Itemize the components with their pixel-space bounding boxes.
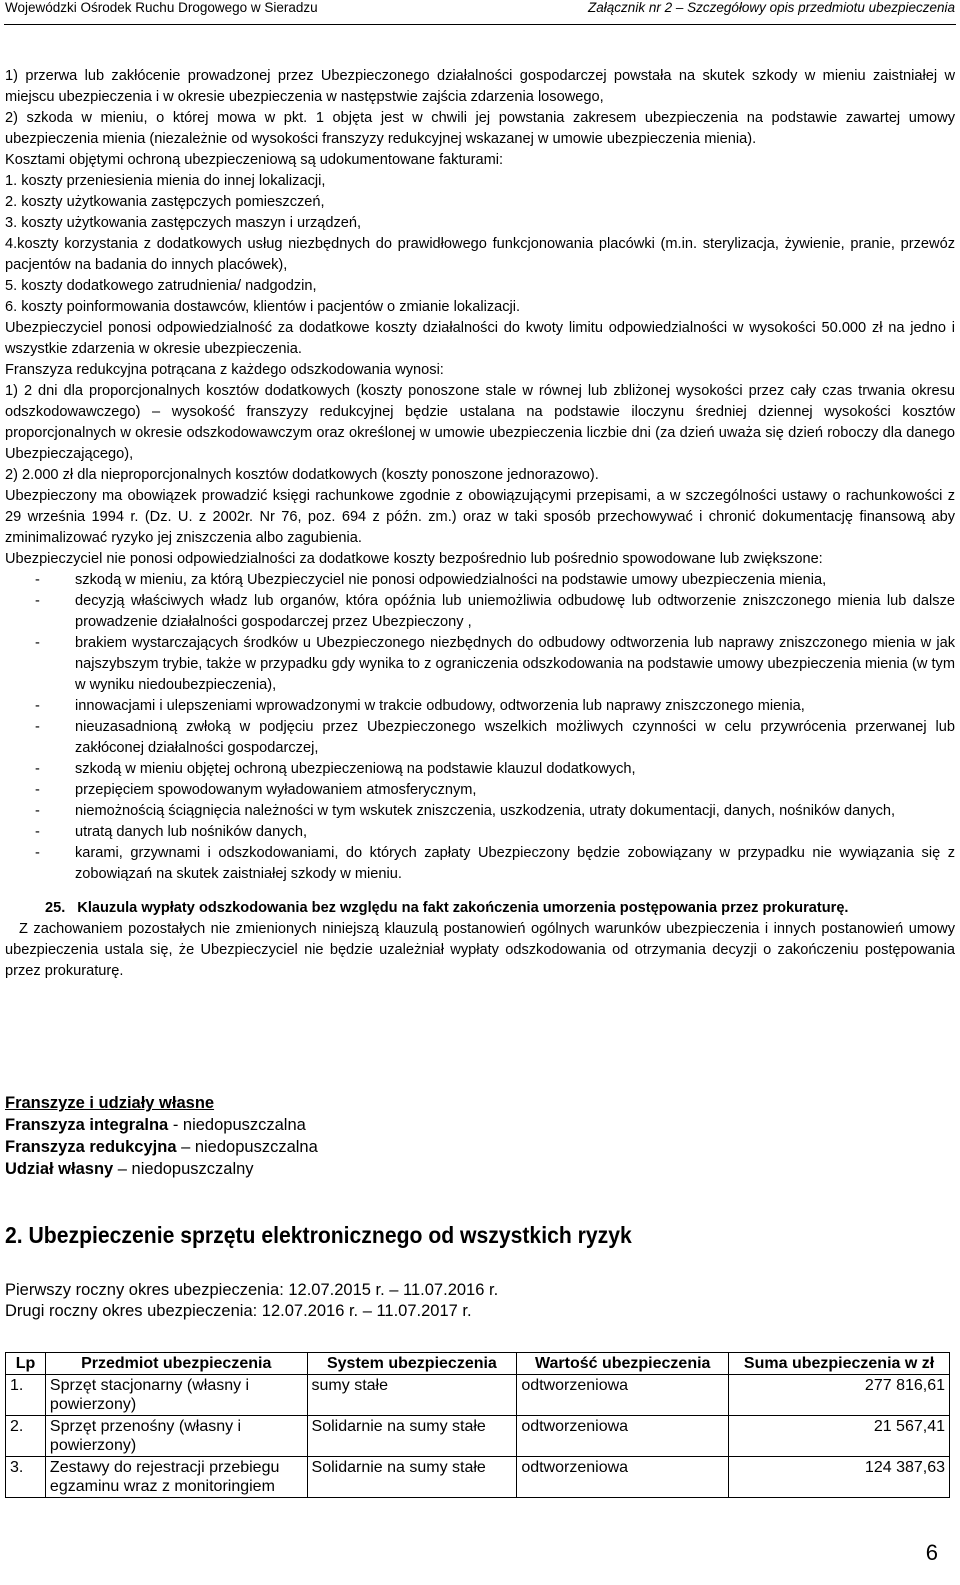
franchise-integral-label: Franszyza integralna [5, 1116, 169, 1134]
dash-marker: - [35, 593, 40, 609]
clause-25-heading: Klauzula wypłaty odszkodowania bez względu na fakt zakończenia umorzenia postępowania przez prokuraturę. [77, 900, 849, 916]
dash-marker: - [35, 803, 40, 819]
costs-intro: Kosztami objętymi ochroną ubezpieczeniową są udokumentowane fakturami: [5, 152, 504, 168]
paragraph-condition-2: 2) szkoda w mieniu, o której mowa w pkt. 1 objęta jest w chwili jej powstania zakresem ubezpieczenia na podstawie zawartej umowy ubezpieczenia mienia (niezależnie od wysokości franszyzy redukcyjnej wskazanej w umowie ubezpieczenia mienia). [5, 110, 955, 147]
own-share-label: Udział własny [5, 1160, 114, 1178]
list-item [5, 717, 955, 759]
list-item [5, 780, 955, 801]
period-first: Pierwszy roczny okres ubezpieczenia: 12.07.2015 r. – 11.07.2016 r. [5, 1281, 499, 1299]
insurance-table [5, 1352, 950, 1498]
document-body [5, 66, 955, 982]
paragraph-condition-1: 1) przerwa lub zakłócenie prowadzonej przez Ubezpieczonego działalności gospodarczej powstała na skutek szkody w mieniu zaistniałej w miejscu ubezpieczenia i w okresie ubezpieczenia w następstwie zajścia zdarzenia losowego, [5, 68, 955, 105]
column-header: Przedmiot ubezpieczenia [45, 1353, 307, 1375]
list-item [5, 570, 955, 591]
exclusions-list [5, 570, 955, 885]
franchise-section [5, 1092, 705, 1180]
cell-value: odtworzeniowa [517, 1375, 729, 1416]
header-divider [4, 24, 956, 25]
cell-value: odtworzeniowa [517, 1457, 729, 1498]
exclusion-text: szkodą w mieniu, za którą Ubezpieczyciel nie ponosi odpowiedzialności na podstawie umowy ubezpieczenia mienia, [75, 572, 827, 588]
page-number: 6 [925, 1540, 938, 1565]
clause-25 [5, 898, 955, 982]
cost-item: 6. koszty poinformowania dostawców, klientów i pacjentów o zmianie lokalizacji. [5, 299, 521, 315]
insurance-periods [5, 1280, 498, 1322]
franchise-heading: Franszyze i udziały własne [5, 1094, 215, 1112]
exclusion-text: innowacjami i ulepszeniami wprowadzonymi w trakcie odbudowy, odtworzenia lub naprawy zniszczonego mienia, [75, 698, 805, 714]
cell-sum: 277 816,61 [729, 1375, 950, 1416]
deductible-item: 1) 2 dni dla proporcjonalnych kosztów dodatkowych (koszty ponoszone stale w równej lub zbliżonej wysokości przez cały czas trwania okresu odszkodowawczego) – wysokość franszyzy redukcyjnej będzie ustalana na podstawie iloczynu średniej dziennej wysokości kosztów proporcjonalnych w okresie odszkodowawczym oraz określonej w umowie ubezpieczenia liczbie dni (za dzień uważa się dzień roboczy dla danego Ubezpieczającego), [5, 383, 955, 462]
exclusion-text: decyzją właściwych władz lub organów, która opóźnia lub uniemożliwia odbudowę lub odtworzenie zniszczonego mienia lub dalsze prowadzenie działalności gospodarczej przez Ubezpieczony , [75, 593, 955, 630]
cell-sum: 21 567,41 [729, 1416, 950, 1457]
cell-item: Sprzęt stacjonarny (własny i powierzony) [45, 1375, 307, 1416]
deductible-item: 2) 2.000 zł dla nieproporcjonalnych kosztów dodatkowych (koszty ponoszone jednorazowo). [5, 467, 599, 483]
dash-marker: - [35, 782, 40, 798]
list-item [5, 759, 955, 780]
table-header-row [6, 1353, 950, 1375]
exclusion-text: utratą danych lub nośników danych, [75, 824, 308, 840]
cost-item: 3. koszty użytkowania zastępczych maszyn i urządzeń, [5, 215, 362, 231]
clause-25-title [5, 898, 955, 919]
period-second: Drugi roczny okres ubezpieczenia: 12.07.2016 r. – 11.07.2017 r. [5, 1302, 472, 1320]
exclusion-text: niemożnością ściągnięcia należności w tym wskutek zniszczenia, uszkodzenia, utraty dokumentacji, danych, nośników danych, [75, 803, 896, 819]
franchise-reduction [5, 1136, 705, 1158]
cell-system: sumy stałe [307, 1375, 517, 1416]
cell-item: Zestawy do rejestracji przebiegu egzaminu wraz z monitoringiem [45, 1457, 307, 1498]
list-item [5, 633, 955, 696]
list-item [5, 696, 955, 717]
deductible-intro: Franszyza redukcyjna potrącana z każdego odszkodowania wynosi: [5, 362, 444, 378]
clause-25-number: 25. [45, 900, 66, 916]
column-header: System ubezpieczenia [307, 1353, 517, 1375]
cell-lp: 2. [6, 1416, 46, 1457]
franchise-reduction-value: – niedopuszczalna [176, 1138, 318, 1156]
header-institution: Wojewódzki Ośrodek Ruchu Drogowego w Sieradzu [5, 0, 318, 15]
franchise-reduction-label: Franszyza redukcyjna [5, 1138, 177, 1156]
table-row [6, 1457, 950, 1498]
exclusion-text: brakiem wystarczających środków u Ubezpieczonego niezbędnych do odbudowy odtworzenia lub naprawy zniszczonego mienia w jak najszybszym trybie, także w przypadku gdy wynika to z ograniczenia odszkodowania na podstawie umowy ubezpieczenia mienia (w tym w wyniku niedoubezpieczenia), [75, 635, 955, 693]
table-row [6, 1416, 950, 1457]
cell-value: odtworzeniowa [517, 1416, 729, 1457]
page-header [5, 0, 955, 26]
cell-lp: 3. [6, 1457, 46, 1498]
column-header: Wartość ubezpieczenia [517, 1353, 729, 1375]
cell-system: Solidarnie na sumy stałe [307, 1416, 517, 1457]
column-header: Suma ubezpieczenia w zł [729, 1353, 950, 1375]
own-share [5, 1158, 705, 1180]
cost-item: 4.koszty korzystania z dodatkowych usług niezbędnych do prawidłowego funkcjonowania placówki (m.in. sterylizacja, żywienie, pranie, przewóz pacjentów na badania do innych placówek), [5, 236, 955, 273]
liability-limit: Ubezpieczyciel ponosi odpowiedzialność za dodatkowe koszty działalności do kwoty limitu odpowiedzialności w wysokości 50.000 zł na jedno i wszystkie zdarzenia w okresie ubezpieczenia. [5, 320, 955, 357]
exclusion-text: nieuzasadnioną zwłoką w podjęciu przez Ubezpieczonego wszelkich możliwych czynności w celu przywrócenia przerwanej lub zakłóconej działalności gospodarczej, [75, 719, 955, 756]
exclusion-text: karami, grzywnami i odszkodowaniami, do których zapłaty Ubezpieczony będzie zobowiązany w przypadku nie wywiązania się z zobowiązań na skutek zaistniałej szkody w mieniu. [75, 845, 955, 882]
dash-marker: - [35, 845, 40, 861]
column-header: Lp [6, 1353, 46, 1375]
cell-lp: 1. [6, 1375, 46, 1416]
list-item [5, 591, 955, 633]
list-item [5, 801, 955, 822]
header-attachment-title: Załącznik nr 2 – Szczegółowy opis przedmiotu ubezpieczenia [588, 0, 955, 15]
dash-marker: - [35, 761, 40, 777]
franchise-integral-value: - niedopuszczalna [168, 1116, 306, 1134]
table-row [6, 1375, 950, 1416]
cell-item: Sprzęt przenośny (własny i powierzony) [45, 1416, 307, 1457]
bookkeeping-obligation: Ubezpieczony ma obowiązek prowadzić księgi rachunkowe zgodnie z obowiązującymi przepisami, a w szczególności ustawy o rachunkowości z 29 września 1994 r. (Dz. U. z 2002r. Nr 76, poz. 694 z późn. zm.) oraz w taki sposób przechowywać i chronić dokumentację finansową aby zminimalizować ryzyko jej zniszczenia albo zagubienia. [5, 488, 955, 546]
section-2-title: 2. Ubezpieczenie sprzętu elektronicznego od wszystkich ryzyk [5, 1222, 632, 1248]
exclusion-text: szkodą w mieniu objętej ochroną ubezpieczeniową na podstawie klauzul dodatkowych, [75, 761, 636, 777]
dash-marker: - [35, 698, 40, 714]
cost-item: 5. koszty dodatkowego zatrudnienia/ nadgodzin, [5, 278, 317, 294]
dash-marker: - [35, 719, 40, 735]
list-item [5, 822, 955, 843]
list-item [5, 843, 955, 885]
dash-marker: - [35, 635, 40, 651]
cell-sum: 124 387,63 [729, 1457, 950, 1498]
exclusion-text: przepięciem spowodowanym wyładowaniem atmosferycznym, [75, 782, 477, 798]
franchise-integral [5, 1114, 705, 1136]
clause-25-text: Z zachowaniem pozostałych nie zmienionych niniejszą klauzulą postanowień ogólnych warunków ubezpieczenia i innych postanowień umowy ubezpieczenia ustala się, że Ubezpieczyciel nie będzie uzależniał wypłaty odszkodowania od otrzymania decyzji o zakończeniu postępowania przez prokuraturę. [5, 921, 955, 979]
dash-marker: - [35, 572, 40, 588]
own-share-value: – niedopuszczalny [113, 1160, 254, 1178]
cost-item: 2. koszty użytkowania zastępczych pomieszczeń, [5, 194, 325, 210]
exclusions-intro: Ubezpieczyciel nie ponosi odpowiedzialności za dodatkowe koszty bezpośrednio lub pośrednio spowodowane lub zwiększone: [5, 551, 823, 567]
dash-marker: - [35, 824, 40, 840]
cell-system: Solidarnie na sumy stałe [307, 1457, 517, 1498]
cost-item: 1. koszty przeniesienia mienia do innej lokalizacji, [5, 173, 326, 189]
